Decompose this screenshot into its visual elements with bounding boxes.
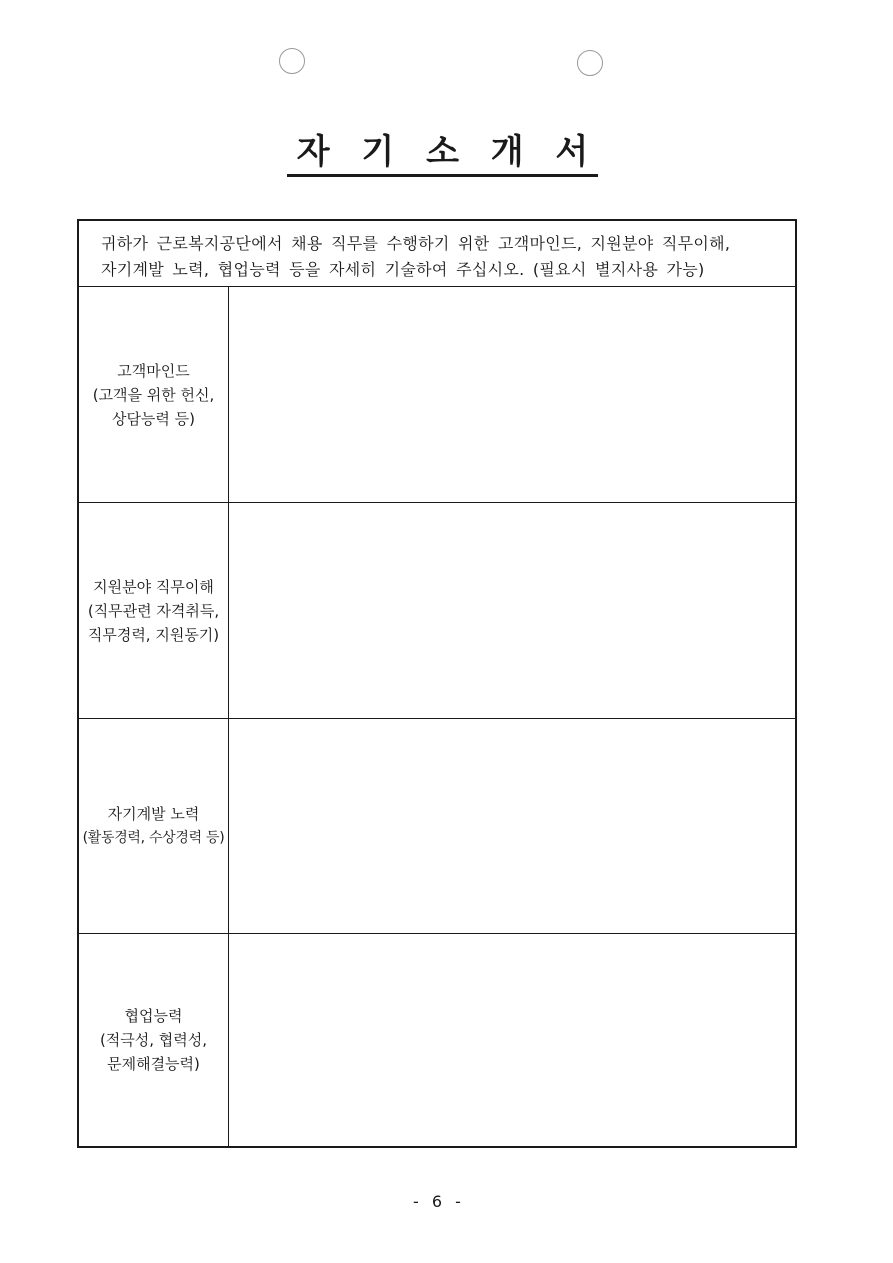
section-sublabel-1: (활동경력, 수상경력 등)	[82, 830, 225, 846]
section-self-development	[79, 718, 795, 933]
instruction-line-2: 자기계발 노력, 협업능력 등을 자세히 기술하여 주십시오. (필요시 별지사용 가능)	[101, 260, 705, 279]
section-collaboration	[79, 933, 795, 1146]
section-label: 지원분야 직무이해	[93, 577, 214, 596]
section-sublabel-2: 문제해결능력)	[107, 1055, 200, 1073]
section-label-cell	[79, 934, 229, 1146]
section-sublabel-2: 상담능력 등)	[111, 409, 196, 428]
punch-hole-left	[279, 48, 305, 74]
section-sublabel-1: (적극성, 협력성,	[99, 1031, 208, 1049]
document-title	[0, 132, 885, 177]
punch-hole-right	[577, 50, 603, 76]
document-title-text: 자 기 소 개 서	[287, 133, 599, 177]
section-sublabel-2: 직무경력, 지원동기)	[87, 625, 220, 644]
answer-field-customer-mind[interactable]	[229, 287, 795, 502]
section-job-understanding	[79, 502, 795, 718]
section-sublabel-1: (고객을 위한 헌신,	[92, 385, 215, 404]
answer-field-self-development[interactable]	[229, 719, 795, 933]
section-label: 고객마인드	[117, 361, 190, 380]
page-number: - 6 -	[413, 1192, 465, 1211]
section-sublabel-1: (직무관련 자격취득,	[87, 601, 220, 620]
section-customer-mind	[79, 287, 795, 502]
answer-field-collaboration[interactable]	[229, 934, 795, 1146]
section-label-cell	[79, 503, 229, 718]
section-label-cell	[79, 719, 229, 933]
section-label: 협업능력	[124, 1007, 183, 1025]
section-label: 자기계발 노력	[107, 805, 200, 823]
instruction-line-1: 귀하가 근로복지공단에서 채용 직무를 수행하기 위한 고객마인드, 지원분야 직무이해,	[101, 234, 731, 253]
answer-field-job-understanding[interactable]	[229, 503, 795, 718]
instruction-text	[79, 221, 795, 287]
section-label-cell	[79, 287, 229, 502]
self-introduction-form	[77, 219, 797, 1148]
